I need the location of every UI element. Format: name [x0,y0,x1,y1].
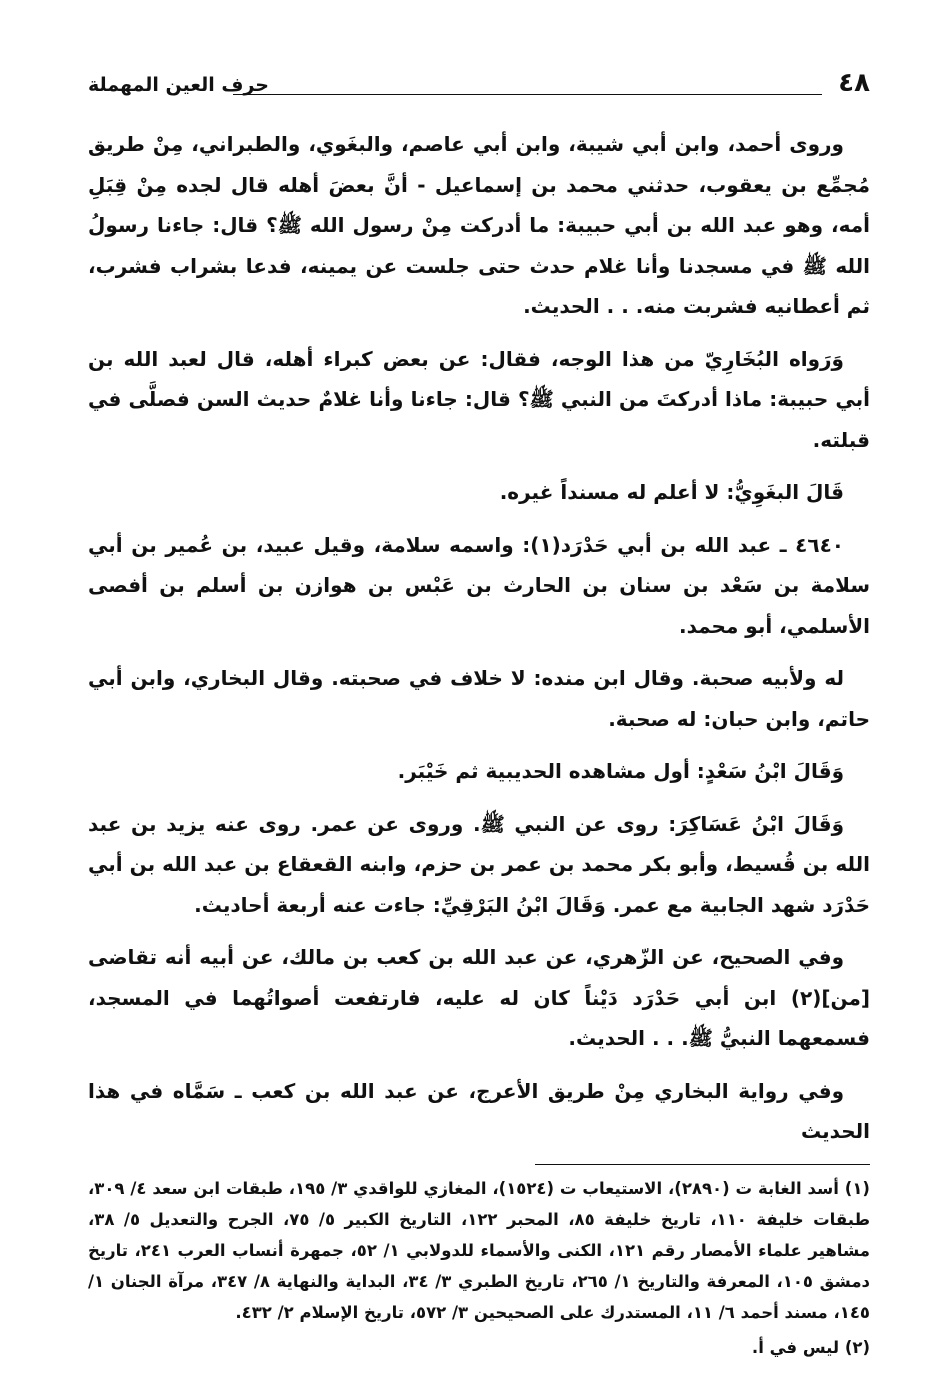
footnote-1: (١) أسد الغابة ت (٢٨٩٠)، الاستيعاب ت (١٥٢٤)، المغازي للواقدي ٣/ ١٩٥، طبقات ابن سعد ٤/ ٣٠٩، طبقات خليفة ١١٠، تاريخ خليفة ٨٥، المحبر ١٢٢، التاريخ الكبير ٥/ ٧٥، الجرح والتعديل ٥/ ٣٨، مشاهير علماء الأمصار رقم ١٢١، الكنى والأسماء للدولابي ١/ ٥٢، جمهرة أنساب العرب ٢٤١، تاريخ دمشق ١٠٥، المعرفة والتاريخ ١/ ٢٦٥، تاريخ الطبري ٣/ ٣٤، البداية والنهاية ٨/ ٣٤٧، مرآة الجنان ١/ ١٤٥، مسند أحمد ٦/ ١١، المستدرك على الصحيحين ٣/ ٥٧٢، تاريخ الإسلام ٢/ ٤٣٢. [88,1178,871,1322]
page-header [88,62,870,106]
body-text [88,124,870,1152]
footnotes [88,1173,870,1363]
page-number: ٤٨ [838,68,870,98]
header-rule [233,94,822,95]
paragraph-5: له ولأبيه صحبة. وقال ابن منده: لا خلاف في صحبته. وقال البخاري، وابن أبي حاتم، وابن حبان: له صحبة. [88,666,870,731]
footnote-2: (٢) ليس في أ. [751,1337,870,1357]
paragraph-1: وروى أحمد، وابن أبي شيبة، وابن أبي عاصم، والبغَوي، والطبراني، مِنْ طريق مُجمِّع بن يعقوب، حدثني محمد بن إسماعيل - أنَّ بعضَ أهله قال لجده مِنْ قِبَلِ أمه، وهو عبد الله بن أبي حبيبة: ما أدركت مِنْ رسول الله ﷺ؟ قال: جاءنا رسولُ الله ﷺ في مسجدنا وأنا غلام حدث حتى جلست عن يمينه، فدعا بشراب فشرب، ثم أعطانيه فشربت منه. . . الحديث. [88,132,870,318]
paragraph-7: وَقَالَ ابْنُ عَسَاكِرَ: روى عن النبي ﷺ. وروى عن عمر. روى عنه يزيد بن عبد الله بن قُسيط، وأبو بكر محمد بن عمر بن حزم، وابنه القعقاع بن عبد الله بن أبي حَدْرَد شهد الجابية مع عمر. وَقَالَ ابْنُ البَرْقِيِّ: جاءت عنه أربعة أحاديث. [88,811,870,917]
paragraph-8: وفي الصحيح، عن الزّهري، عن عبد الله بن كعب بن مالك، عن أبيه أنه تقاضى [من](٢) ابن أبي حَدْرَد دَيْناً كان له عليه، فارتفعت أصواتُهما في المسجد، فسمعهما النبيُّ ﷺ. . . الحديث. [88,945,870,1050]
entry-heading-paragraph: ٤٦٤٠ ـ عبد الله بن أبي حَدْرَد(١): واسمه سلامة، وقيل عبيد، بن عُمير بن أبي سلامة بن سَعْد بن سنان بن الحارث بن عَبْس بن هوازن بن أسلم بن أفصى الأسلمي، أبو محمد. [88,532,870,638]
document-page [88,62,870,1367]
footnote-rule [535,1164,870,1165]
paragraph-6: وَقَالَ ابْنُ سَعْدٍ: أول مشاهده الحديبية ثم خَيْبَر. [397,759,844,783]
paragraph-9: وفي رواية البخاري مِنْ طريق الأعرج، عن عبد الله بن كعب ـ سَمَّاه في هذا الحديث [88,1078,870,1143]
paragraph-3: قَالَ البغَوِيُّ: لا أعلم له مسنداً غيره. [499,480,844,504]
paragraph-2: وَرَواه البُخَارِيّ من هذا الوجه، فقال: عن بعض كبراء أهله، قال لعبد الله بن أبي حبيبة: ماذا أدركتَ من النبي ﷺ؟ قال: جاءنا وأنا غلامٌ حديث السن فصلَّى في قبلته. [88,346,870,452]
running-title: حرف العين المهملة [88,74,269,96]
